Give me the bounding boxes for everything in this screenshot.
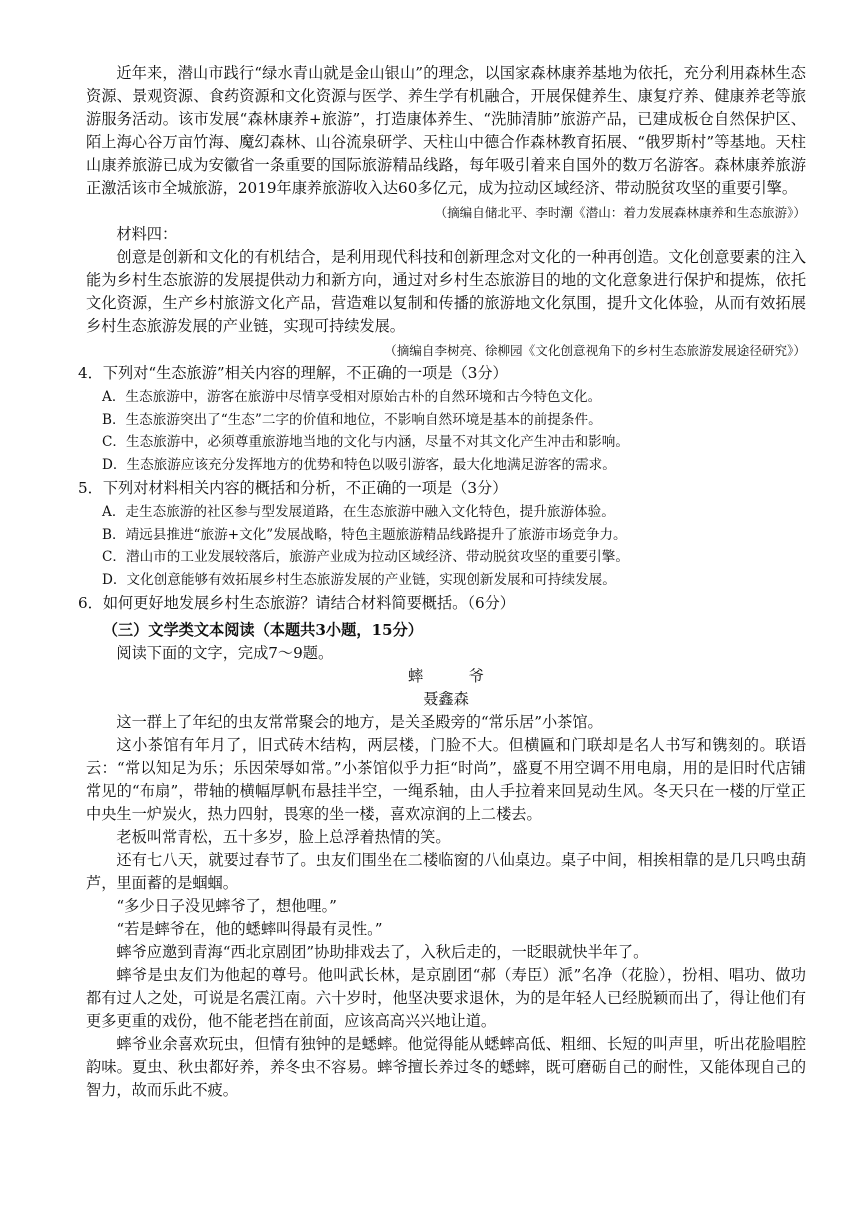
material3-source: （摘编自储北平、李时潮《潜山：着力发展森林康养和生态旅游》） bbox=[434, 205, 806, 220]
story-paragraph: 蟀爷业余喜欢玩虫，但情有独钟的是蟋蟀。他觉得能从蟋蟀高低、粗细、长短的叫声里，听出花脸唱腔韵味。夏虫、秋虫都好养，养冬虫不容易。蟀爷擅长养过冬的蟋蟀，既可磨砺自己的耐性，又能体现自己的智力，故而乐此不疲。 bbox=[86, 1035, 806, 1099]
question-5 bbox=[78, 476, 806, 591]
section-heading: （三）文学类文本阅读（本题共3小题，15分） bbox=[102, 621, 423, 639]
exam-page bbox=[78, 62, 806, 1102]
story-paragraph: 还有七八天，就要过春节了。虫友们围坐在二楼临窗的八仙桌边。桌子中间，相挨相靠的是几只鸣虫葫芦，里面蓄的是蝈蝈。 bbox=[86, 851, 806, 892]
story-title: 蟀爷 bbox=[408, 667, 530, 685]
question-stem: 6．如何更好地发展乡村生态旅游？请结合材料简要概括。（6分） bbox=[78, 594, 515, 612]
material4-source: （摘编自李树亮、徐柳园《文化创意视角下的乡村生态旅游发展途径研究》） bbox=[384, 343, 806, 358]
section-instruction: 阅读下面的文字，完成7～9题。 bbox=[116, 644, 334, 662]
option-c: C．生态旅游中，必须尊重旅游地当地的文化与内涵，尽量不对其文化产生冲击和影响。 bbox=[102, 434, 629, 450]
story-paragraph: 这一群上了年纪的虫友常常聚会的地方，是关圣殿旁的“常乐居”小茶馆。 bbox=[116, 713, 603, 731]
story-paragraph: “若是蟀爷在，他的蟋蟀叫得最有灵性。” bbox=[116, 920, 383, 938]
story-paragraph: “多少日子没见蟀爷了，想他哩。” bbox=[116, 897, 337, 915]
option-a: A．走生态旅游的社区参与型发展道路，在生态旅游中融入文化特色，提升旅游体验。 bbox=[102, 504, 615, 520]
option-d: D．文化创意能够有效拓展乡村生态旅游发展的产业链，实现创新发展和可持续发展。 bbox=[102, 571, 616, 588]
story-paragraph: 蟀爷是虫友们为他起的尊号。他叫武长林，是京剧团“郝（寿臣）派”名净（花脸），扮相、唱功、做功都有过人之处，可说是名震江南。六十岁时，他坚决要求退休，为的是年轻人已经脱颖而出了，得让他们有更多更重的戏份，他不能老挡在前面，应该高高兴兴地让道。 bbox=[86, 966, 806, 1030]
story-paragraph: 这小茶馆有年月了，旧式砖木结构，两层楼，门脸不大。但横匾和门联却是名人书写和镌刻的。联语云：“常以知足为乐；乐因荣辱如常。”小茶馆似乎力拒“时尚”，盛夏不用空调不用电扇，用的是旧时代店铺常见的“布扇”，带轴的横幅厚帆布悬挂半空，一绳系轴，由人手拉着来回晃动生风。冬天只在一楼的厅堂正中央生一炉炭火，热力四射，畏寒的坐一楼，喜欢凉润的上二楼去。 bbox=[86, 736, 806, 823]
option-c: C．潜山市的工业发展较落后，旅游产业成为拉动区域经济、带动脱贫攻坚的重要引擎。 bbox=[102, 549, 629, 565]
story-paragraph: 老板叫常青松，五十多岁，脸上总浮着热情的笑。 bbox=[116, 828, 451, 846]
question-stem: 4．下列对“生态旅游”相关内容的理解，不正确的一项是（3分） bbox=[78, 364, 508, 382]
question-4 bbox=[78, 361, 806, 476]
material4-text: 创意是创新和文化的有机结合，是利用现代科技和创新理念对文化的一种再创造。文化创意要素的注入能为乡村生态旅游的发展提供动力和新方向，通过对乡村生态旅游目的地的文化意象进行保护和提炼，依托文化资源，生产乡村旅游文化产品，营造难以复制和传播的旅游地文化氛围，提升文化体验，从而有效拓展乡村生态旅游发展的产业链，实现可持续发展。 bbox=[86, 248, 806, 335]
option-b: B．靖远县推进“旅游+文化”发展战略，特色主题旅游精品线路提升了旅游市场竞争力。 bbox=[102, 526, 627, 543]
story-paragraph: 蟀爷应邀到青海“西北京剧团”协助排戏去了，入秋后走的，一眨眼就快半年了。 bbox=[116, 943, 649, 961]
material3-text: 近年来，潜山市践行“绿水青山就是金山银山”的理念，以国家森林康养基地为依托，充分利用森林生态资源、景观资源、食药资源和文化资源与医学、养生学有机融合，开展保健养生、康复疗养、健康养老等旅游服务活动。该市发展“森林康养+旅游”，打造康体养生、“洗肺清肺”旅游产品，已建成板仓自然保护区、陌上海心谷万亩竹海、魔幻森林、山谷流泉研学、天柱山中德合作森林教育拓展、“俄罗斯村”等基地。天柱山康养旅游已成为安徽省一条重要的国际旅游精品线路，每年吸引着来自国外的数万名游客。森林康养旅游正激活该市全城旅游，2019年康养旅游收入达60多亿元，成为拉动区域经济、带动脱贫攻坚的重要引擎。 bbox=[86, 64, 806, 197]
option-d: D．生态旅游应该充分发挥地方的优势和特色以吸引游客，最大化地满足游客的需求。 bbox=[102, 456, 616, 473]
material4-label: 材料四： bbox=[116, 225, 178, 243]
question-6 bbox=[78, 591, 806, 616]
question-stem: 5．下列对材料相关内容的概括和分析，不正确的一项是（3分） bbox=[78, 479, 508, 497]
story-author: 聂鑫森 bbox=[423, 690, 469, 708]
option-b: B．生态旅游突出了“生态”二字的价值和地位，不影响自然环境是基本的前提条件。 bbox=[102, 411, 602, 428]
option-a: A．生态旅游中，游客在旅游中尽情享受相对原始古朴的自然环境和古今特色文化。 bbox=[102, 389, 602, 405]
